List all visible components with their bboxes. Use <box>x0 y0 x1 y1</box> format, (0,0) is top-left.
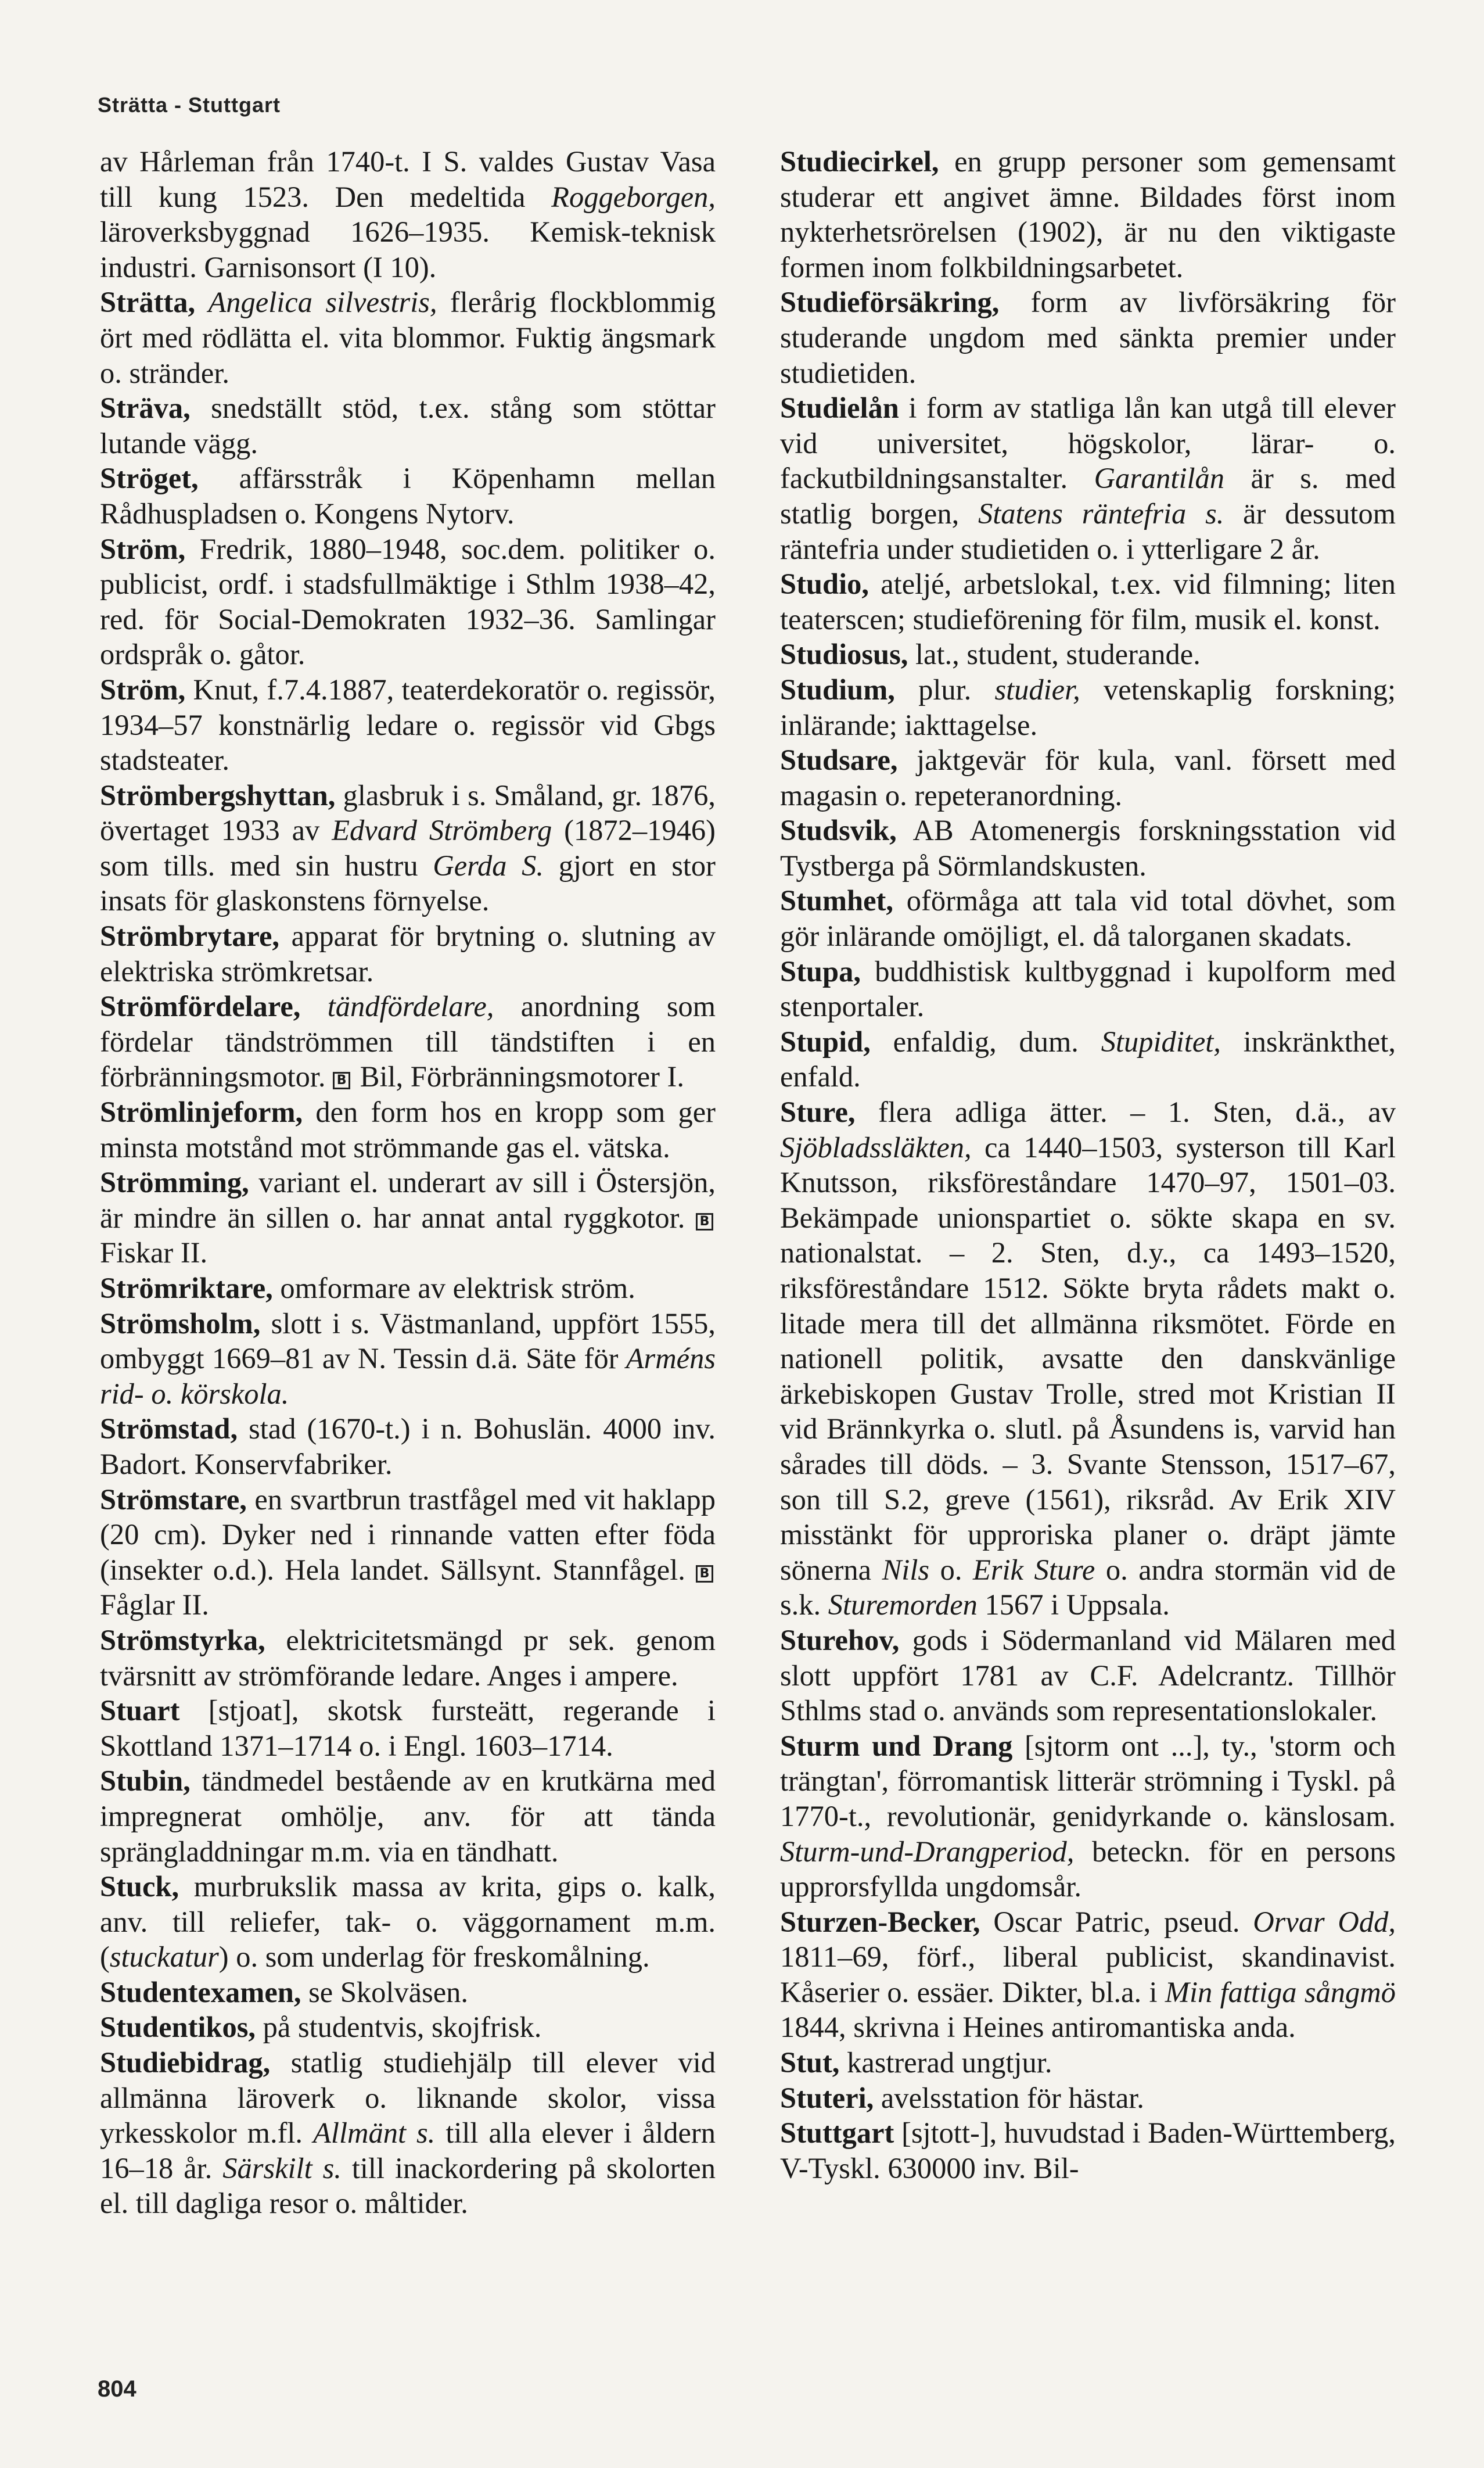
entry-headword: Sturehov, <box>780 1623 900 1656</box>
entry-italic-text: Sturm-und-Drangperiod, <box>780 1835 1075 1868</box>
entry-text: av Hårleman från 1740-t. I S. valdes Gustav Vasa till kung 1523. Den medeltida <box>100 145 716 213</box>
entry-text: enfaldig, dum. <box>870 1025 1101 1058</box>
entry-text: form av livförsäkring för studerande ungdom med sänkta premier under studietiden. <box>780 286 1396 389</box>
entry-text: flerårig flockblommig ört med rödlätta el. vita blommor. Fuktig ängsmark o. stränder. <box>100 286 716 389</box>
dictionary-entry <box>100 390 716 461</box>
dictionary-entry <box>780 2045 1396 2080</box>
entry-text: se Skolväsen. <box>301 1975 469 2008</box>
illustration-ref-icon: B <box>333 1072 350 1089</box>
entry-text: lat., student, studerande. <box>908 638 1201 671</box>
dictionary-entry <box>780 742 1396 813</box>
dictionary-entry <box>780 1904 1396 2045</box>
entry-headword: Studielån <box>780 392 899 425</box>
dictionary-entry <box>100 144 716 285</box>
entry-text: en svartbrun trastfågel med vit haklapp (20 cm). Dyker ned i rinnande vatten efter föda (insekter o.d.). Hela landet. Sällsynt. Stannfågel. <box>100 1483 716 1586</box>
entry-text: AB Atomenergis forskningsstation vid Tystberga på Sörmlandskusten. <box>780 814 1396 882</box>
entry-headword: Strömsholm, <box>100 1307 261 1340</box>
dictionary-entry <box>780 390 1396 566</box>
entry-text: 1844, skrivna i Heines antiromantiska anda. <box>780 2011 1296 2044</box>
entry-text: 1567 i Uppsala. <box>977 1588 1170 1622</box>
entry-italic-text: Garantilån <box>1094 462 1225 495</box>
entry-text <box>300 990 327 1023</box>
dictionary-entry <box>100 1095 716 1165</box>
entry-text: Oscar Patric, pseud. <box>980 1905 1253 1938</box>
entry-text: läroverksbyggnad 1626–1935. Kemisk-teknisk industri. Garnisonsort (I 10). <box>100 216 716 284</box>
entry-italic-text: tändfördelare, <box>327 990 494 1023</box>
dictionary-entry <box>780 672 1396 742</box>
entry-headword: Strömbrytare, <box>100 920 279 953</box>
entry-italic-text: Gerda S. <box>433 849 544 882</box>
entry-headword: Strömlinjeform, <box>100 1096 303 1129</box>
dictionary-entry <box>780 1024 1396 1095</box>
dictionary-entry <box>780 1623 1396 1728</box>
entry-headword: Studentexamen, <box>100 1975 301 2008</box>
dictionary-entry <box>780 883 1396 953</box>
dictionary-entry <box>100 1763 716 1869</box>
entry-text: oförmåga att tala vid total dövhet, som gör inlärande omöjligt, el. då talorganen skadats. <box>780 884 1396 953</box>
entry-text: ca 1440–1503, systerson till Karl Knutsson, riksföreståndare 1470–97, 1501–03. Bekämpade unionspartiet o. sökte skapa en sv. nationalstat. – 2. Sten, d.y., ca 1493–1520, riksföreståndare 1512. Sökte bryta rådets makt o. litade mera till det allmänna riksmötet. Förde en nationell politik, avsatte den danskvänlige ärkebiskopen Gustav Trolle, stred mot Kristian II vid Brännkyrka o. slutl. på Åsundens is, varvid han sårades till döds. – 3. Svante Stensson, 1517–67, son till S.2, greve (1561), riksråd. Av Erik XIV misstänkt för upproriska planer o. dräpt jämte sönerna <box>780 1131 1396 1586</box>
entry-italic-text: Roggeborgen, <box>551 180 716 213</box>
entry-headword: Studieförsäkring, <box>780 286 1000 319</box>
entry-text: buddhistisk kultbyggnad i kupolform med stenportaler. <box>780 955 1396 1023</box>
entry-text: snedställt stöd, t.ex. stång som stöttar lutande vägg. <box>100 392 716 460</box>
entry-italic-text: Min fattiga sångmö <box>1165 1975 1396 2008</box>
entry-text: är s. med statlig borgen, <box>780 462 1396 530</box>
dictionary-entry <box>780 285 1396 390</box>
entry-text: Fåglar II. <box>100 1588 209 1622</box>
entry-text: [sjtorm ont ...], ty., 'storm och trängtan', förromantisk litterär strömning i Tyskl. på 1770-t., revolutionär, genidyrkande o. känslosam. <box>780 1729 1396 1832</box>
dictionary-entry <box>100 1869 716 1975</box>
entry-headword: Stubin, <box>100 1764 191 1798</box>
entry-headword: Stumhet, <box>780 884 893 917</box>
entry-headword: Strömstad, <box>100 1412 238 1445</box>
entry-text: till alla elever i åldern 16–18 år. <box>100 2117 716 2184</box>
illustration-ref-icon: B <box>696 1565 713 1583</box>
entry-text: slott i s. Västmanland, uppfört 1555, ombyggt 1669–81 av N. Tessin d.ä. Säte för <box>100 1307 716 1375</box>
entry-headword: Stuart <box>100 1694 180 1727</box>
entry-text: plur. <box>894 673 995 706</box>
entry-text: variant el. underart av sill i Östersjön, är mindre än sillen o. har annat antal ryggkotor. <box>100 1166 716 1234</box>
dictionary-entry <box>780 637 1396 672</box>
entry-headword: Studsvik, <box>780 814 897 847</box>
right-column <box>780 144 1396 2186</box>
entry-text: på studentvis, skojfrisk. <box>256 2011 542 2044</box>
entry-italic-text: Sturemorden <box>828 1588 978 1622</box>
entry-text: inskränkthet, enfald. <box>780 1025 1396 1093</box>
entry-text: (1872–1946) som tills. med sin hustru <box>100 814 716 882</box>
dictionary-entry <box>100 2045 716 2221</box>
entry-italic-text: Statens räntefria s. <box>978 497 1224 530</box>
dictionary-entry <box>780 144 1396 285</box>
entry-text: Bil, Förbränningsmotorer I. <box>353 1060 685 1093</box>
dictionary-entry <box>100 919 716 989</box>
entry-text: ) o. som underlag för freskomålning. <box>218 1940 650 1974</box>
entry-text: den form hos en kropp som ger minsta motstånd mot strömmande gas el. vätska. <box>100 1096 716 1164</box>
entry-text: jaktgevär för kula, vanl. försett med magasin o. repeteranordning. <box>780 744 1396 812</box>
entry-text: avelsstation för hästar. <box>874 2081 1144 2114</box>
entry-headword: Strätta, <box>100 286 196 319</box>
entry-headword: Stuttgart <box>780 2117 894 2150</box>
entry-italic-text: Angelica silvestris, <box>208 286 437 319</box>
entry-text: tändmedel bestående av en krutkärna med impregnerat omhölje, anv. för att tända sprängladdningar m.m. via en tändhatt. <box>100 1764 716 1868</box>
entry-text: murbrukslik massa av krita, gips o. kalk, anv. till reliefer, tak- o. väggornament m.m. ( <box>100 1870 716 1974</box>
entry-text: glasbruk i s. Småland, gr. 1876, övertaget 1933 av <box>100 779 716 847</box>
entry-italic-text: Nils <box>882 1553 930 1586</box>
entry-headword: Studentikos, <box>100 2011 256 2044</box>
left-column <box>100 144 716 2221</box>
entry-text: Fredrik, 1880–1948, soc.dem. politiker o. publicist, ordf. i stadsfullmäktige i Sthlm 1938–42, red. för Social-Demokraten 1932–36. Samlingar ordspråk o. gåtor. <box>100 532 716 671</box>
dictionary-entry <box>780 566 1396 637</box>
dictionary-entry <box>780 1095 1396 1623</box>
entry-text: affärsstråk i Köpenhamn mellan Rådhuspladsen o. Kongens Nytorv. <box>100 462 716 530</box>
dictionary-entry <box>100 2010 716 2045</box>
entry-text: vetenskaplig forskning; inlärande; iakttagelse. <box>780 673 1396 741</box>
entry-text: kastrerad ungtjur. <box>839 2046 1052 2079</box>
entry-italic-text: Orvar Odd, <box>1253 1905 1396 1938</box>
entry-text: statlig studiehjälp till elever vid allmänna läroverk o. liknande skolor, vissa yrkesskolor m.fl. <box>100 2046 716 2150</box>
dictionary-entry <box>780 2080 1396 2116</box>
entry-text: ateljé, arbetslokal, t.ex. vid filmning; liten teaterscen; studieförening för film, musik el. konst. <box>780 568 1396 636</box>
dictionary-entry <box>100 1693 716 1763</box>
entry-text: apparat för brytning o. slutning av elektriska strömkretsar. <box>100 920 716 988</box>
dictionary-entry <box>100 461 716 531</box>
entry-headword: Strömstare, <box>100 1483 247 1516</box>
entry-text: o. andra stormän vid de s.k. <box>780 1553 1396 1622</box>
entry-headword: Sträva, <box>100 392 191 425</box>
dictionary-entry <box>780 813 1396 883</box>
dictionary-entry <box>100 1623 716 1693</box>
entry-headword: Studio, <box>780 568 869 601</box>
illustration-ref-icon: B <box>696 1213 713 1231</box>
entry-headword: Sturzen-Becker, <box>780 1905 980 1938</box>
dictionary-entry <box>780 1728 1396 1904</box>
dictionary-entry <box>780 2115 1396 2186</box>
dictionary-entry <box>100 1482 716 1623</box>
dictionary-entry <box>100 1271 716 1306</box>
entry-italic-text: stuckatur <box>109 1940 219 1974</box>
entry-text: o. <box>929 1553 973 1586</box>
running-head: Strätta - Stuttgart <box>98 93 281 117</box>
entry-italic-text: Arméns rid- o. körskola. <box>100 1342 716 1410</box>
entry-headword: Studsare, <box>780 744 898 777</box>
entry-text: Knut, f.7.4.1887, teaterdekoratör o. regissör, 1934–57 konstnärlig ledare o. regissör vid Gbgs stadsteater. <box>100 673 716 777</box>
dictionary-entry <box>100 1165 716 1271</box>
entry-text: i form av statliga lån kan utgå till elever vid universitet, högskolor, lärar- o. fackutbildningsanstalter. <box>780 392 1396 495</box>
entry-headword: Studium, <box>780 673 895 706</box>
entry-headword: Sture, <box>780 1096 856 1129</box>
entry-text: gjort en stor insats för glaskonstens förnyelse. <box>100 849 716 917</box>
entry-headword: Stupa, <box>780 955 861 988</box>
entry-text: elektricitetsmängd pr sek. genom tvärsnitt av strömförande ledare. Anges i ampere. <box>100 1623 716 1692</box>
dictionary-entry <box>100 778 716 919</box>
entry-headword: Studiosus, <box>780 638 908 671</box>
entry-text: stad (1670-t.) i n. Bohuslän. 4000 inv. Badort. Konservfabriker. <box>100 1412 716 1480</box>
entry-text: [sjtott-], huvudstad i Baden-Württemberg, V-Tyskl. 630000 inv. Bil- <box>780 2117 1396 2184</box>
entry-italic-text: studier, <box>994 673 1080 706</box>
entry-headword: Strömstyrka, <box>100 1623 265 1656</box>
entry-text: Fiskar II. <box>100 1236 208 1269</box>
entry-text: omformare av elektrisk ström. <box>272 1272 635 1304</box>
dictionary-entry <box>100 989 716 1095</box>
entry-headword: Strömming, <box>100 1166 249 1199</box>
entry-italic-text: Sjöbladssläkten, <box>780 1131 972 1164</box>
entry-text: gods i Södermanland vid Mälaren med slott uppfört 1781 av C.F. Adelcrantz. Tillhör Sthlms stad o. används som representationslokaler. <box>780 1623 1396 1727</box>
dictionary-entry <box>780 954 1396 1024</box>
entry-headword: Ström, <box>100 532 186 565</box>
entry-text: 1811–69, förf., liberal publicist, skandinavist. Kåserier o. essäer. Dikter, bl.a. i <box>780 1940 1396 2008</box>
dictionary-entry <box>100 672 716 778</box>
entry-headword: Strömfördelare, <box>100 990 301 1023</box>
dictionary-entry <box>100 1411 716 1481</box>
entry-text: flera adliga ätter. – 1. Sten, d.ä., av <box>855 1096 1396 1129</box>
entry-headword: Stuteri, <box>780 2081 874 2114</box>
entry-headword: Stupid, <box>780 1025 871 1058</box>
entry-italic-text: Stupiditet, <box>1101 1025 1221 1058</box>
entry-text: [stjoat], skotsk fursteätt, regerande i Skottland 1371–1714 o. i Engl. 1603–1714. <box>100 1694 716 1762</box>
entry-italic-text: Erik Sture <box>973 1553 1095 1586</box>
entry-italic-text: Allmänt s. <box>313 2117 436 2150</box>
dictionary-entry <box>100 1306 716 1412</box>
entry-headword: Sturm und Drang <box>780 1729 1013 1762</box>
dictionary-entry <box>100 1975 716 2010</box>
entry-text: en grupp personer som gemensamt studerar ett angivet ämne. Bildades först inom nykterhetsrörelsen (1902), är nu den viktigaste formen inom folkbildningsarbetet. <box>780 145 1396 284</box>
entry-headword: Ströget, <box>100 462 199 495</box>
entry-headword: Studiebidrag, <box>100 2046 271 2079</box>
page-number: 804 <box>98 2376 136 2402</box>
entry-text: till inackordering på skolorten el. till dagliga resor o. måltider. <box>100 2151 716 2220</box>
entry-headword: Strömbergshyttan, <box>100 779 336 812</box>
entry-italic-text: Särskilt s. <box>222 2151 342 2184</box>
entry-text: anordning som fördelar tändströmmen till tändstiften i en förbränningsmotor. <box>100 990 716 1093</box>
entry-headword: Stut, <box>780 2046 840 2079</box>
entry-italic-text: Edvard Strömberg <box>332 814 552 847</box>
dictionary-entry <box>100 532 716 672</box>
entry-text: beteckn. för en persons upprorsfyllda ungdomsår. <box>780 1835 1396 1903</box>
dictionary-entry <box>100 285 716 390</box>
entry-text <box>195 286 208 318</box>
entry-text: är dessutom räntefria under studietiden o. i ytterligare 2 år. <box>780 497 1396 565</box>
entry-headword: Ström, <box>100 673 186 706</box>
entry-headword: Strömriktare, <box>100 1272 273 1304</box>
entry-headword: Stuck, <box>100 1870 179 1903</box>
entry-headword: Studiecirkel, <box>780 145 939 178</box>
